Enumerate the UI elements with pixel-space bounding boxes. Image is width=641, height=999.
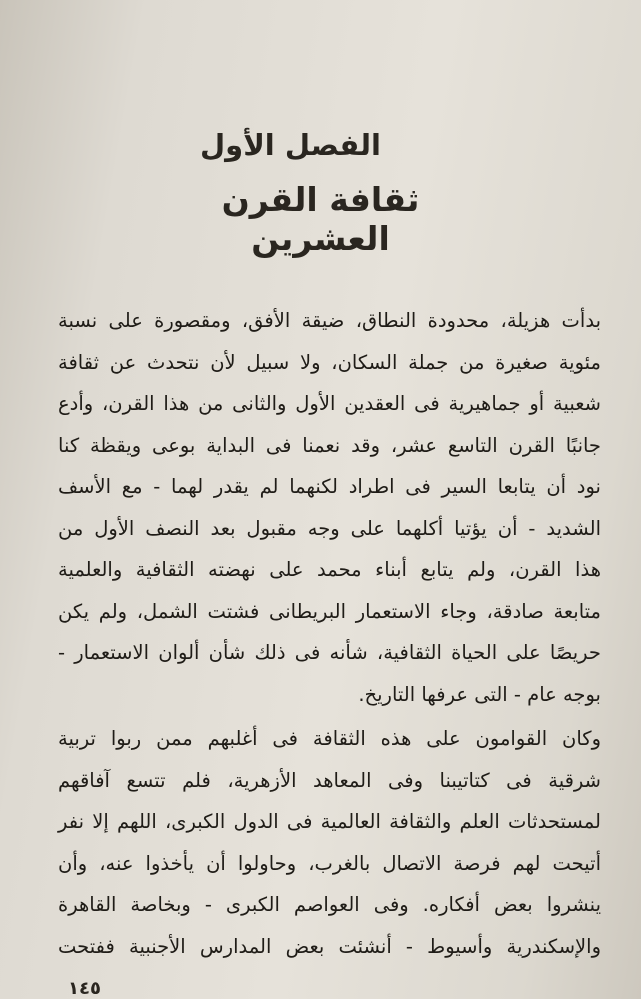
- text-line: الشديد - أن يؤتيا أكلهما على وجه مقبول بعد النصف الأول من: [58, 516, 601, 540]
- text-line: شعبية أو جماهيرية فى العقدين الأول والثانى من هذا القرن، وأدع: [58, 392, 601, 415]
- text-line: هذا القرن، ولم يتابع أبناء محمد على نهضته الثقافية والعلمية: [58, 558, 601, 581]
- text-line: والإسكندرية وأسيوط - أنشئت بعض المدارس الأجنبية ففتحت: [58, 934, 601, 958]
- text-line: نود أن يتابعا السير فى اطراد لكنهما لم يقدر لهما - مع الأسف: [58, 475, 601, 498]
- text-line: شرقية فى كتاتيبنا وفى المعاهد الأزهرية، فلم تتسع آفاقهم: [58, 768, 601, 792]
- text-line: مئوية صغيرة من جملة السكان، ولا سبيل لأن نتحدث عن ثقافة: [58, 350, 601, 374]
- text-line: جانبًا القرن التاسع عشر، وقد نعمنا فى البداية بوعى ويقظة كنا: [58, 433, 601, 457]
- text-line: متابعة صادقة، وجاء الاستعمار البريطانى فشتت الشمل، ولم يكن: [58, 599, 601, 623]
- page-number: ١٤٥: [68, 978, 101, 999]
- chapter-number: الفصل الأول: [200, 128, 381, 162]
- text-line: وكان القوامون على هذه الثقافة فى أغلبهم ممن ربوا تربية: [58, 727, 601, 750]
- chapter-title: ثقافة القرن العشرين: [221, 180, 420, 258]
- paragraph-1: [58, 300, 601, 715]
- text-line: ينشروا بعض أفكاره. وفى العواصم الكبرى - وبخاصة القاهرة: [58, 893, 601, 916]
- text-line: بدأت هزيلة، محدودة النطاق، ضيقة الأفق، ومقصورة على نسبة: [58, 309, 601, 332]
- text-line: لمستحدثات العلم والثقافة العالمية فى الدول الكبرى، اللهم إلا نفر: [58, 810, 601, 833]
- text-line: أتيحت لهم فرصة الاتصال بالغرب، وحاولوا أن يأخذوا عنه، وأن: [58, 851, 601, 875]
- text-line: بوجه عام - التى عرفها التاريخ.: [358, 682, 601, 706]
- paragraph-2: [58, 718, 601, 967]
- text-line: حريصًا على الحياة الثقافية، شأنه فى ذلك شأن ألوان الاستعمار -: [58, 641, 601, 664]
